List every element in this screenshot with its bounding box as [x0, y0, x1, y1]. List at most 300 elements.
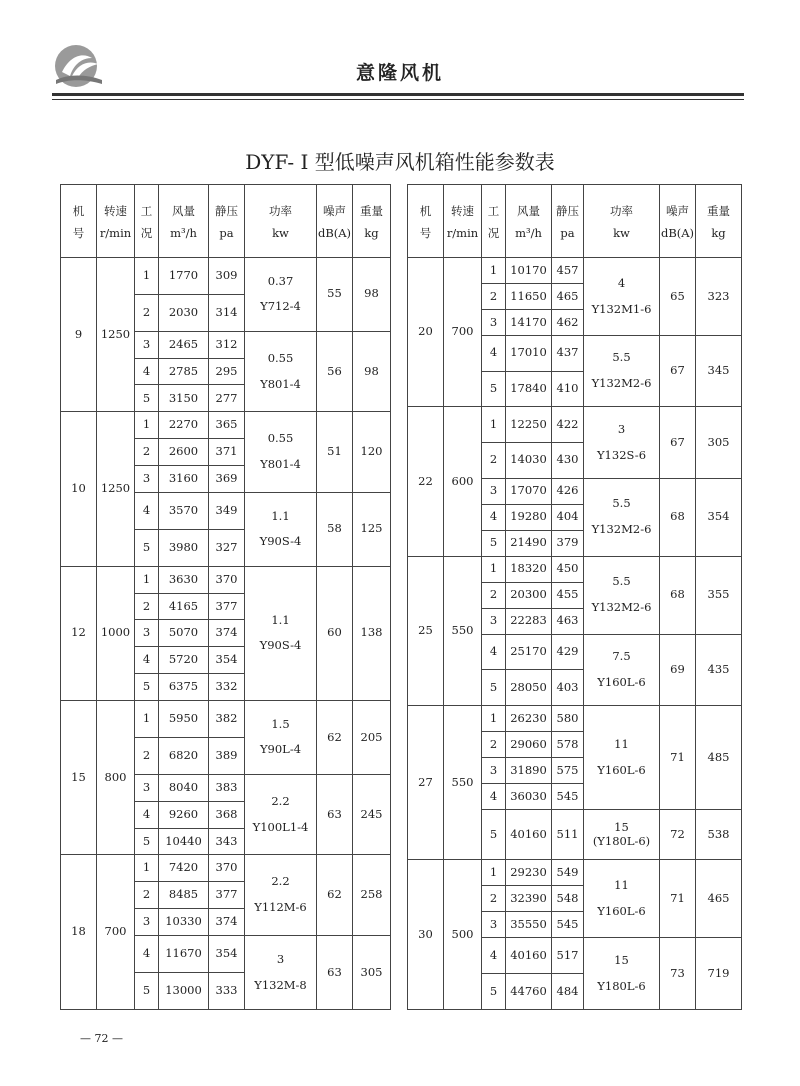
pressure-value: 450 — [552, 556, 584, 582]
motor-model: Y100L1-4 — [252, 819, 309, 834]
weight-value: 305 — [353, 936, 391, 1010]
motor-model: Y132S-6 — [596, 447, 647, 462]
airflow-value: 35550 — [506, 912, 552, 938]
noise-value: 72 — [660, 810, 696, 860]
weight-value: 538 — [696, 810, 742, 860]
airflow-value: 3570 — [159, 492, 209, 529]
column-header-condition: 工 — [482, 185, 506, 224]
airflow-value: 3150 — [159, 385, 209, 412]
speed-value: 700 — [97, 855, 135, 1010]
pressure-value: 332 — [209, 674, 245, 701]
table-row — [61, 566, 391, 593]
motor-model: Y132M1-6 — [591, 301, 652, 316]
power-cell — [245, 492, 317, 566]
condition-number: 2 — [135, 439, 159, 466]
pressure-value: 377 — [209, 593, 245, 620]
power-cell — [584, 860, 660, 938]
condition-number: 2 — [135, 737, 159, 774]
weight-value: 98 — [353, 331, 391, 412]
weight-value: 120 — [353, 412, 391, 493]
table-body — [61, 258, 391, 1010]
table-row — [61, 701, 391, 738]
power-cell — [245, 701, 317, 775]
noise-value: 67 — [660, 407, 696, 478]
column-header-airflow: 风量 — [506, 185, 552, 224]
condition-number: 5 — [482, 371, 506, 407]
condition-number: 4 — [482, 504, 506, 530]
pressure-value: 404 — [552, 504, 584, 530]
noise-value: 63 — [317, 936, 353, 1010]
table-row — [408, 556, 742, 582]
airflow-value: 4165 — [159, 593, 209, 620]
weight-value: 125 — [353, 492, 391, 566]
condition-number: 5 — [135, 828, 159, 855]
column-header-airflow: 风量 — [159, 185, 209, 224]
noise-value: 65 — [660, 258, 696, 336]
column-header-pressure: 静压 — [552, 185, 584, 224]
weight-value: 485 — [696, 706, 742, 810]
pressure-value: 457 — [552, 258, 584, 284]
condition-number: 3 — [482, 478, 506, 504]
column-header-pressure: 静压 — [209, 185, 245, 224]
weight-value: 98 — [353, 258, 391, 332]
fan-number: 15 — [61, 701, 97, 855]
table-header — [408, 185, 742, 258]
airflow-value: 25170 — [506, 634, 552, 670]
column-header-condition: 工 — [135, 185, 159, 224]
pressure-value: 422 — [552, 407, 584, 443]
pressure-value: 312 — [209, 331, 245, 358]
column-header-noise: 噪声 — [660, 185, 696, 224]
pressure-value: 382 — [209, 701, 245, 738]
airflow-value: 5720 — [159, 647, 209, 674]
power-cell — [584, 810, 660, 860]
speed-value: 1000 — [97, 566, 135, 700]
column-header-condition: 况 — [482, 223, 506, 258]
pressure-value: 377 — [209, 882, 245, 909]
airflow-value: 29230 — [506, 860, 552, 886]
condition-number: 2 — [482, 443, 506, 479]
noise-value: 55 — [317, 258, 353, 332]
condition-number: 3 — [135, 331, 159, 358]
speed-value: 800 — [97, 701, 135, 855]
airflow-value: 14030 — [506, 443, 552, 479]
condition-number: 1 — [482, 860, 506, 886]
pressure-value: 484 — [552, 973, 584, 1009]
airflow-value: 14170 — [506, 310, 552, 336]
column-header-speed: 转速 — [97, 185, 135, 224]
motor-model: Y132M-8 — [254, 977, 307, 992]
fan-number: 9 — [61, 258, 97, 412]
column-header-power: 功率 — [245, 185, 317, 224]
table-row — [408, 258, 742, 284]
weight-value: 354 — [696, 478, 742, 556]
column-header-power: kw — [584, 223, 660, 258]
pressure-value: 545 — [552, 784, 584, 810]
pressure-value: 463 — [552, 608, 584, 634]
power-cell — [584, 634, 660, 705]
column-header-pressure: pa — [552, 223, 584, 258]
airflow-value: 10440 — [159, 828, 209, 855]
noise-value: 73 — [660, 938, 696, 1010]
airflow-value: 17070 — [506, 478, 552, 504]
power-cell — [245, 566, 317, 700]
fan-number: 30 — [408, 860, 444, 1010]
condition-number: 3 — [482, 310, 506, 336]
pressure-value: 383 — [209, 774, 245, 801]
noise-value: 71 — [660, 706, 696, 810]
table-row — [61, 258, 391, 295]
pressure-value: 379 — [552, 530, 584, 556]
power-cell — [245, 855, 317, 936]
condition-number: 1 — [135, 412, 159, 439]
table-row — [61, 412, 391, 439]
column-header-noise: dB(A) — [660, 223, 696, 258]
pressure-value: 327 — [209, 529, 245, 566]
condition-number: 1 — [482, 258, 506, 284]
header-row — [408, 223, 742, 258]
power-cell — [584, 258, 660, 336]
condition-number: 4 — [135, 647, 159, 674]
condition-number: 5 — [135, 972, 159, 1009]
condition-number: 3 — [135, 466, 159, 493]
condition-number: 5 — [482, 810, 506, 860]
condition-number: 4 — [135, 936, 159, 973]
brand-name: 意隆风机 — [355, 62, 444, 84]
power-value: 15 — [614, 952, 629, 967]
airflow-value: 18320 — [506, 556, 552, 582]
airflow-value: 9260 — [159, 801, 209, 828]
fan-number: 12 — [61, 566, 97, 700]
column-header-condition: 况 — [135, 223, 159, 258]
column-header-speed: r/min — [444, 223, 482, 258]
page-number: — 72 — — [80, 1032, 123, 1045]
speed-value: 550 — [444, 706, 482, 860]
noise-value: 67 — [660, 336, 696, 407]
speed-value: 500 — [444, 860, 482, 1010]
speed-value: 700 — [444, 258, 482, 407]
airflow-value: 1770 — [159, 258, 209, 295]
power-cell — [584, 706, 660, 810]
pressure-value: 369 — [209, 466, 245, 493]
motor-model: Y801-4 — [260, 457, 301, 472]
airflow-value: 44760 — [506, 973, 552, 1009]
noise-value: 56 — [317, 331, 353, 412]
fan-number: 27 — [408, 706, 444, 860]
pressure-value: 365 — [209, 412, 245, 439]
airflow-value: 13000 — [159, 972, 209, 1009]
weight-value: 305 — [696, 407, 742, 478]
pressure-value: 517 — [552, 938, 584, 974]
power-value: 0.37 — [267, 273, 294, 288]
power-value: 0.55 — [267, 350, 294, 365]
condition-number: 1 — [482, 706, 506, 732]
power-cell — [245, 331, 317, 412]
table-row — [408, 706, 742, 732]
weight-value: 465 — [696, 860, 742, 938]
airflow-value: 28050 — [506, 670, 552, 706]
airflow-value: 8485 — [159, 882, 209, 909]
speed-value: 1250 — [97, 412, 135, 566]
weight-value: 355 — [696, 556, 742, 634]
power-cell — [245, 936, 317, 1010]
condition-number: 4 — [135, 358, 159, 385]
pressure-value: 349 — [209, 492, 245, 529]
header-rule — [52, 93, 744, 96]
condition-number: 2 — [482, 732, 506, 758]
motor-model: Y132M2-6 — [591, 522, 652, 537]
airflow-value: 12250 — [506, 407, 552, 443]
pressure-value: 575 — [552, 758, 584, 784]
pressure-value: 430 — [552, 443, 584, 479]
pressure-value: 354 — [209, 936, 245, 973]
condition-number: 5 — [135, 385, 159, 412]
condition-number: 4 — [135, 492, 159, 529]
condition-number: 2 — [482, 284, 506, 310]
airflow-value: 11650 — [506, 284, 552, 310]
condition-number: 4 — [482, 634, 506, 670]
column-header-weight: 重量 — [696, 185, 742, 224]
weight-value: 345 — [696, 336, 742, 407]
pressure-value: 437 — [552, 336, 584, 372]
performance-table-left — [60, 184, 391, 1010]
column-header-speed: r/min — [97, 223, 135, 258]
pressure-value: 429 — [552, 634, 584, 670]
pressure-value: 370 — [209, 566, 245, 593]
airflow-value: 36030 — [506, 784, 552, 810]
noise-value: 68 — [660, 556, 696, 634]
weight-value: 719 — [696, 938, 742, 1010]
airflow-value: 2030 — [159, 294, 209, 331]
performance-table-right — [407, 184, 742, 1010]
power-value: 1.1 — [271, 612, 290, 627]
noise-value: 62 — [317, 855, 353, 936]
airflow-value: 29060 — [506, 732, 552, 758]
weight-value: 205 — [353, 701, 391, 775]
airflow-value: 10170 — [506, 258, 552, 284]
table-row — [61, 855, 391, 882]
power-value: 1.1 — [271, 508, 290, 523]
page-title: DYF- I 型低噪声风机箱性能参数表 — [245, 150, 555, 174]
fan-number: 18 — [61, 855, 97, 1010]
airflow-value: 2270 — [159, 412, 209, 439]
airflow-value: 17840 — [506, 371, 552, 407]
motor-model: Y160L-6 — [597, 903, 646, 918]
airflow-value: 32390 — [506, 886, 552, 912]
table-row — [408, 860, 742, 886]
speed-value: 600 — [444, 407, 482, 556]
condition-number: 3 — [135, 774, 159, 801]
column-header-power: 功率 — [584, 185, 660, 224]
power-value: 3 — [276, 951, 285, 966]
condition-number: 1 — [135, 258, 159, 295]
airflow-value: 40160 — [506, 938, 552, 974]
column-header-speed: 转速 — [444, 185, 482, 224]
weight-value: 435 — [696, 634, 742, 705]
fan-number: 22 — [408, 407, 444, 556]
column-header-fan-no: 号 — [61, 223, 97, 258]
pressure-value: 548 — [552, 886, 584, 912]
motor-model: (Y180L-6) — [592, 833, 651, 848]
pressure-value: 455 — [552, 582, 584, 608]
power-cell — [584, 478, 660, 556]
condition-number: 1 — [482, 407, 506, 443]
noise-value: 68 — [660, 478, 696, 556]
speed-value: 1250 — [97, 258, 135, 412]
pressure-value: 580 — [552, 706, 584, 732]
pressure-value: 374 — [209, 909, 245, 936]
table-body — [408, 258, 742, 1010]
pressure-value: 462 — [552, 310, 584, 336]
column-header-power: kw — [245, 223, 317, 258]
header-row — [61, 223, 391, 258]
motor-model: Y160L-6 — [597, 762, 646, 777]
pressure-value: 343 — [209, 828, 245, 855]
pressure-value: 545 — [552, 912, 584, 938]
fan-number: 20 — [408, 258, 444, 407]
airflow-value: 17010 — [506, 336, 552, 372]
condition-number: 3 — [482, 758, 506, 784]
motor-model: Y90S-4 — [259, 534, 302, 549]
power-value: 11 — [614, 736, 629, 751]
weight-value: 258 — [353, 855, 391, 936]
motor-model: Y160L-6 — [597, 674, 646, 689]
column-header-noise: 噪声 — [317, 185, 353, 224]
weight-value: 245 — [353, 774, 391, 855]
weight-value: 138 — [353, 566, 391, 700]
airflow-value: 19280 — [506, 504, 552, 530]
power-value: 2.2 — [271, 793, 290, 808]
column-header-weight: 重量 — [353, 185, 391, 224]
motor-model: Y801-4 — [260, 376, 301, 391]
condition-number: 5 — [482, 670, 506, 706]
condition-number: 1 — [482, 556, 506, 582]
airflow-value: 3980 — [159, 529, 209, 566]
condition-number: 3 — [135, 909, 159, 936]
condition-number: 5 — [135, 674, 159, 701]
column-header-weight: kg — [353, 223, 391, 258]
power-cell — [245, 412, 317, 493]
airflow-value: 22283 — [506, 608, 552, 634]
speed-value: 550 — [444, 556, 482, 705]
condition-number: 4 — [135, 801, 159, 828]
airflow-value: 40160 — [506, 810, 552, 860]
pressure-value: 549 — [552, 860, 584, 886]
column-header-airflow: m³/h — [506, 223, 552, 258]
airflow-value: 3630 — [159, 566, 209, 593]
airflow-value: 5950 — [159, 701, 209, 738]
motor-model: Y712-4 — [260, 299, 301, 314]
condition-number: 3 — [482, 912, 506, 938]
power-value: 7.5 — [612, 649, 631, 664]
airflow-value: 2785 — [159, 358, 209, 385]
condition-number: 2 — [482, 582, 506, 608]
condition-number: 2 — [135, 882, 159, 909]
condition-number: 3 — [482, 608, 506, 634]
power-value: 3 — [617, 421, 626, 436]
condition-number: 3 — [135, 620, 159, 647]
condition-number: 4 — [482, 938, 506, 974]
condition-number: 5 — [482, 973, 506, 1009]
airflow-value: 8040 — [159, 774, 209, 801]
pressure-value: 578 — [552, 732, 584, 758]
pressure-value: 403 — [552, 670, 584, 706]
noise-value: 51 — [317, 412, 353, 493]
header-row — [408, 185, 742, 224]
condition-number: 4 — [482, 336, 506, 372]
pressure-value: 309 — [209, 258, 245, 295]
power-cell — [245, 774, 317, 855]
power-value: 2.2 — [271, 874, 290, 889]
airflow-value: 31890 — [506, 758, 552, 784]
pressure-value: 333 — [209, 972, 245, 1009]
weight-value: 323 — [696, 258, 742, 336]
condition-number: 1 — [135, 701, 159, 738]
airflow-value: 3160 — [159, 466, 209, 493]
header-row — [61, 185, 391, 224]
pressure-value: 389 — [209, 737, 245, 774]
pressure-value: 277 — [209, 385, 245, 412]
noise-value: 63 — [317, 774, 353, 855]
power-cell — [584, 336, 660, 407]
motor-model: Y90S-4 — [259, 638, 302, 653]
pressure-value: 371 — [209, 439, 245, 466]
motor-model: Y90L-4 — [259, 742, 302, 757]
condition-number: 1 — [135, 566, 159, 593]
power-value: 4 — [617, 275, 626, 290]
column-header-fan-no: 机 — [408, 185, 444, 224]
condition-number: 1 — [135, 855, 159, 882]
condition-number: 5 — [135, 529, 159, 566]
column-header-fan-no: 机 — [61, 185, 97, 224]
airflow-value: 20300 — [506, 582, 552, 608]
pressure-value: 511 — [552, 810, 584, 860]
power-cell — [245, 258, 317, 332]
airflow-value: 7420 — [159, 855, 209, 882]
airflow-value: 2600 — [159, 439, 209, 466]
power-value: 5.5 — [612, 496, 631, 511]
pressure-value: 354 — [209, 647, 245, 674]
noise-value: 62 — [317, 701, 353, 775]
motor-model: Y132M2-6 — [591, 600, 652, 615]
fan-number: 10 — [61, 412, 97, 566]
motor-model: Y180L-6 — [597, 978, 646, 993]
pressure-value: 295 — [209, 358, 245, 385]
airflow-value: 2465 — [159, 331, 209, 358]
condition-number: 4 — [482, 784, 506, 810]
airflow-value: 10330 — [159, 909, 209, 936]
airflow-value: 21490 — [506, 530, 552, 556]
column-header-airflow: m³/h — [159, 223, 209, 258]
power-value: 5.5 — [612, 574, 631, 589]
pressure-value: 370 — [209, 855, 245, 882]
column-header-pressure: pa — [209, 223, 245, 258]
condition-number: 2 — [135, 294, 159, 331]
power-value: 5.5 — [612, 350, 631, 365]
table-header — [61, 185, 391, 258]
power-value: 11 — [614, 878, 629, 892]
pressure-value: 374 — [209, 620, 245, 647]
condition-number: 5 — [482, 530, 506, 556]
column-header-fan-no: 号 — [408, 223, 444, 258]
motor-model: Y112M-6 — [254, 900, 307, 915]
noise-value: 71 — [660, 860, 696, 938]
airflow-value: 5070 — [159, 620, 209, 647]
pressure-value: 314 — [209, 294, 245, 331]
power-cell — [584, 407, 660, 478]
power-value: 15 — [614, 819, 629, 834]
airflow-value: 26230 — [506, 706, 552, 732]
